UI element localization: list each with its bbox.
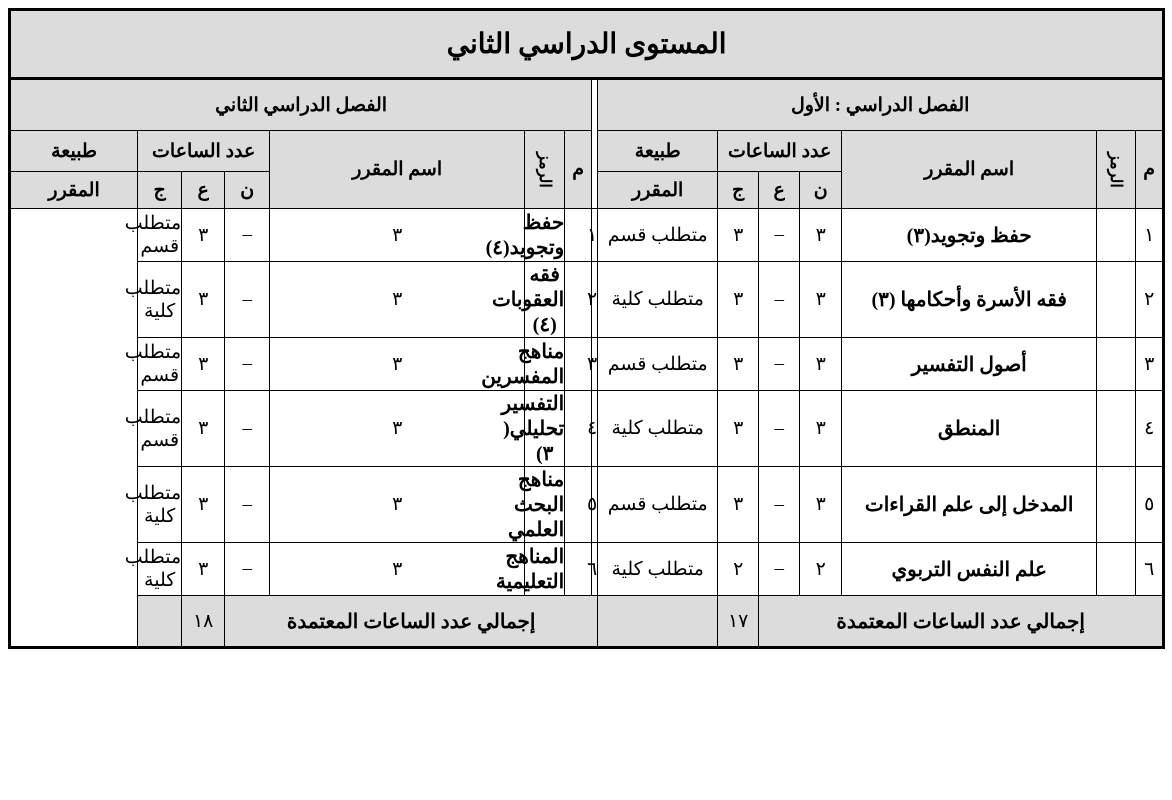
course-code	[1097, 391, 1136, 467]
total-label: إجمالي عدد الساعات المعتمدة	[225, 596, 598, 648]
header-n: ن	[225, 172, 270, 209]
row-number: ١	[592, 209, 598, 262]
row-number: ٥	[592, 467, 598, 543]
hours-a: –	[225, 338, 270, 391]
course-type: متطلب كلية	[598, 391, 718, 467]
course-type: متطلب كلية	[598, 262, 718, 338]
course-name: فقه العقوبات (٤)	[525, 262, 565, 338]
row-number: ١	[1136, 209, 1164, 262]
hours-n: ٣	[800, 209, 842, 262]
header-course-name: اسم المقرر	[842, 131, 1097, 209]
hours-a: –	[759, 543, 800, 596]
hours-a: –	[759, 391, 800, 467]
row-number: ٦	[1136, 543, 1164, 596]
hours-a: –	[225, 209, 270, 262]
hours-n: ٣	[270, 209, 525, 262]
header-hours: عدد الساعات	[138, 131, 270, 172]
hours-n: ٣	[800, 338, 842, 391]
hours-a: –	[225, 543, 270, 596]
header-code-label: الرمز	[1107, 151, 1125, 188]
course-type: متطلب قسم	[138, 209, 182, 262]
row-number: ٦	[592, 543, 598, 596]
header-type-2: المقرر	[598, 172, 718, 209]
hours-j: ٣	[718, 391, 759, 467]
course-name: فقه الأسرة وأحكامها (٣)	[842, 262, 1097, 338]
hours-a: –	[759, 467, 800, 543]
header-code-label: الرمز	[535, 151, 553, 188]
course-type: متطلب قسم	[598, 209, 718, 262]
course-name: حفظ وتجويد(٤)	[525, 209, 565, 262]
row-number: ٤	[1136, 391, 1164, 467]
row-number: ٥	[1136, 467, 1164, 543]
course-type: متطلب قسم	[138, 391, 182, 467]
header-a: ع	[759, 172, 800, 209]
course-type: متطلب كلية	[138, 543, 182, 596]
semester-2-title: الفصل الدراسي الثاني	[10, 79, 592, 131]
row-number: ٢	[1136, 262, 1164, 338]
hours-a: –	[759, 209, 800, 262]
total-hours: ١٧	[718, 596, 759, 648]
hours-a: –	[225, 391, 270, 467]
row-number: ٢	[592, 262, 598, 338]
header-code	[525, 131, 565, 209]
header-code	[1097, 131, 1136, 209]
hours-j: ٣	[182, 391, 225, 467]
course-code	[1097, 543, 1136, 596]
header-m: م	[565, 131, 592, 209]
hours-n: ٣	[270, 391, 525, 467]
hours-j: ٣	[182, 209, 225, 262]
hours-j: ٣	[718, 262, 759, 338]
hours-n: ٣	[800, 262, 842, 338]
total-empty	[138, 596, 182, 648]
course-code	[1097, 209, 1136, 262]
hours-j: ٢	[718, 543, 759, 596]
header-m: م	[1136, 131, 1164, 209]
hours-a: –	[225, 467, 270, 543]
hours-n: ٣	[800, 391, 842, 467]
course-name: المنطق	[842, 391, 1097, 467]
hours-n: ٣	[270, 543, 525, 596]
table-row	[10, 543, 1164, 596]
hours-n: ٣	[270, 338, 525, 391]
header-type: طبيعة	[10, 131, 138, 172]
course-type: متطلب قسم	[598, 338, 718, 391]
hours-a: –	[759, 338, 800, 391]
header-n: ن	[800, 172, 842, 209]
total-empty	[598, 596, 718, 648]
course-name: علم النفس التربوي	[842, 543, 1097, 596]
row-number: ٣	[592, 338, 598, 391]
course-name: مناهج البحث العلمي	[525, 467, 565, 543]
table-row	[10, 467, 1164, 543]
total-hours: ١٨	[182, 596, 225, 648]
course-name: مناهج المفسرين	[525, 338, 565, 391]
course-code	[1097, 338, 1136, 391]
study-plan-table	[8, 8, 1165, 649]
header-a: ع	[182, 172, 225, 209]
course-type: متطلب قسم	[598, 467, 718, 543]
table-row	[10, 209, 1164, 262]
header-j: ج	[718, 172, 759, 209]
course-name: أصول التفسير	[842, 338, 1097, 391]
hours-j: ٣	[718, 209, 759, 262]
hours-a: –	[225, 262, 270, 338]
hours-n: ٣	[270, 262, 525, 338]
hours-j: ٣	[718, 467, 759, 543]
course-name: المدخل إلى علم القراءات	[842, 467, 1097, 543]
course-name: المناهج التعليمية	[525, 543, 565, 596]
course-type: متطلب كلية	[138, 262, 182, 338]
hours-j: ٣	[182, 543, 225, 596]
total-label: إجمالي عدد الساعات المعتمدة	[759, 596, 1164, 648]
course-type: متطلب قسم	[138, 338, 182, 391]
course-code	[1097, 262, 1136, 338]
hours-n: ٢	[800, 543, 842, 596]
page-title: المستوى الدراسي الثاني	[10, 10, 1164, 79]
course-name: التفسير تحليلي( ٣)	[525, 391, 565, 467]
hours-j: ٣	[182, 262, 225, 338]
hours-j: ٣	[718, 338, 759, 391]
table-row	[10, 262, 1164, 338]
row-number: ٣	[1136, 338, 1164, 391]
semester-1-title: الفصل الدراسي : الأول	[598, 79, 1164, 131]
row-number: ٤	[592, 391, 598, 467]
header-course-name: اسم المقرر	[270, 131, 525, 209]
course-type: متطلب كلية	[138, 467, 182, 543]
hours-n: ٣	[800, 467, 842, 543]
hours-a: –	[759, 262, 800, 338]
header-type: طبيعة	[598, 131, 718, 172]
table-row	[10, 391, 1164, 467]
hours-j: ٣	[182, 338, 225, 391]
hours-n: ٣	[270, 467, 525, 543]
course-name: حفظ وتجويد(٣)	[842, 209, 1097, 262]
header-j: ج	[138, 172, 182, 209]
course-code	[1097, 467, 1136, 543]
header-type-2: المقرر	[10, 172, 138, 209]
table-row	[10, 338, 1164, 391]
hours-j: ٣	[182, 467, 225, 543]
course-type: متطلب كلية	[598, 543, 718, 596]
header-hours: عدد الساعات	[718, 131, 842, 172]
